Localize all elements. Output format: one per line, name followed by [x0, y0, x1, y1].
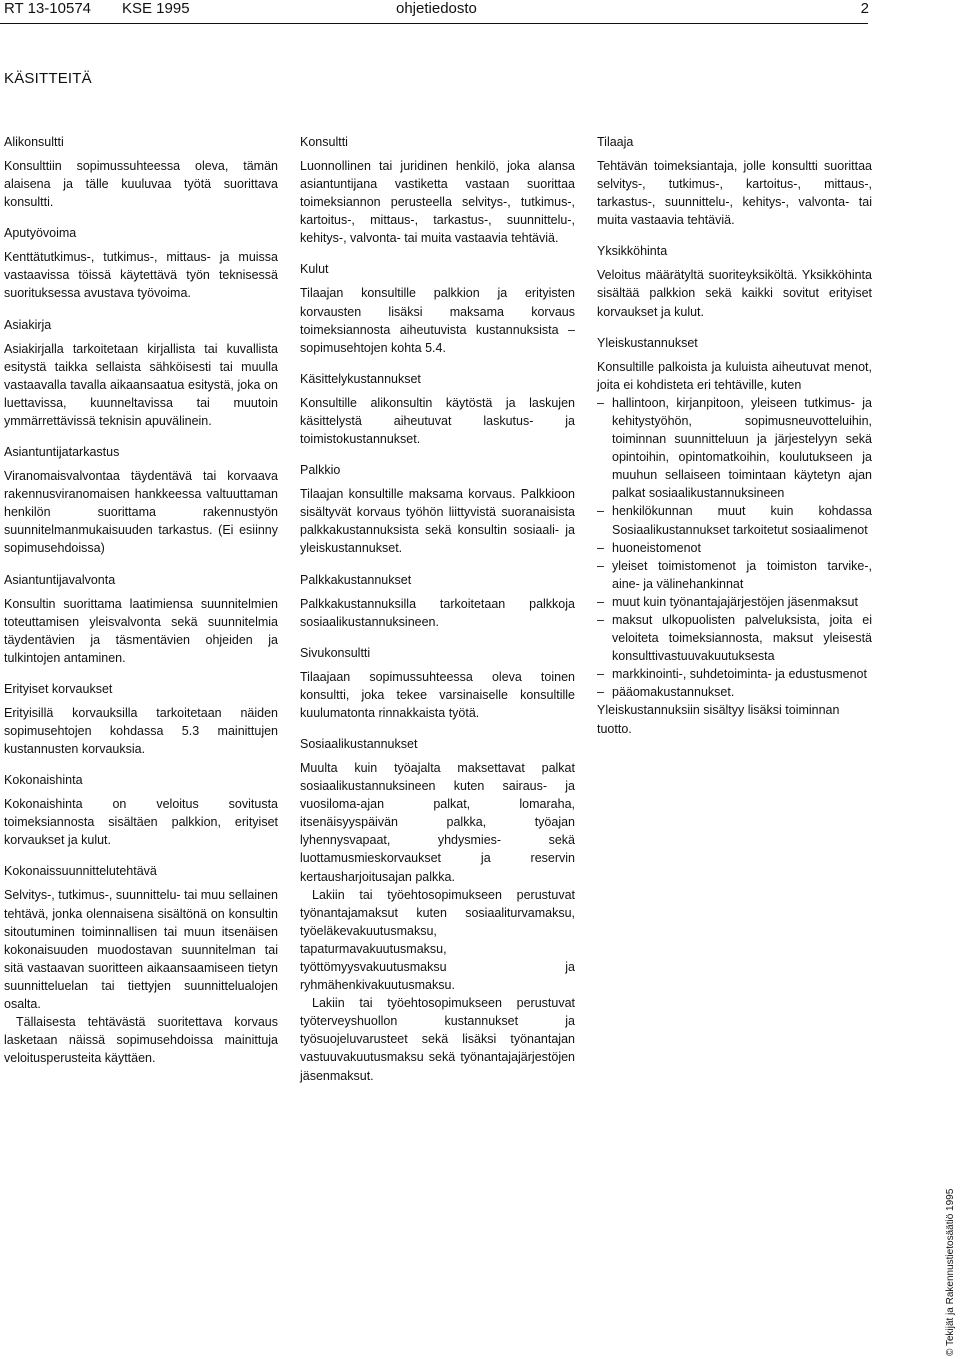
term-definition: Konsulttiin sopimussuhteessa oleva, tämän alaisena ja tälle kuuluvaa työtä suorittava konsultti.	[4, 159, 278, 210]
column-3	[597, 133, 872, 738]
copyright-text: © Tekijät ja Rakennustietosäätiö 1995	[945, 1188, 956, 1356]
term-definition-continued: Lakiin tai työehtosopimukseen perustuvat työnantajamaksut kuten sosiaaliturvamaksu, työeläkevakuutusmaksu, tapaturmavakuutusmaksu, työttömyysvakuutusmaksu ja ryhmähenkivakuutusmaksu.	[300, 887, 575, 993]
term-definition: Tilaajan konsultille maksama korvaus. Palkkioon sisältyvät korvaus työhön liittyvistä suoranaisista palkkakustannuksista sekä konsultin sosiaali- ja yleiskustannukset.	[300, 487, 575, 556]
list-item: – hallintoon, kirjanpitoon, yleiseen tutkimus- ja kehitystyöhön, sopimusneuvotteluihin, toiminnan suunnitteluun ja järjestelyyn sekä opintoihin, opintomatkoihin, koulutukseen ja muuhun sellaiseen toimintaan käytetyn ajan palkat sosiaalikustannuksineen	[597, 395, 872, 501]
term-heading: Konsultti	[300, 135, 348, 149]
term-heading: Asiakirja	[4, 317, 52, 332]
column-1	[4, 133, 278, 1080]
document-code: RT 13-10574	[4, 0, 92, 17]
list-item: – henkilökunnan muut kuin kohdassa Sosiaalikustannukset tarkoitetut sosiaalimenot	[597, 504, 872, 537]
term-definition: Veloitus määrätyltä suoriteyksiköltä. Yksikköhinta sisältää palkkion sekä kaikki sovitut erityiset korvaukset ja kulut.	[597, 268, 872, 319]
list-item: – markkinointi-, suhdetoiminta- ja edustusmenot	[597, 667, 867, 682]
term-heading: Asiantuntijatarkastus	[4, 445, 120, 460]
term-heading: Yleiskustannukset	[597, 335, 698, 350]
term-definition: Tilaajaan sopimussuhteessa oleva toinen konsultti, joka tekee varsinaiselle konsultille kuulumatonta rinnakkaista työtä.	[300, 669, 575, 720]
list-item: – muut kuin työnantajajärjestöjen jäsenmaksut	[597, 594, 858, 609]
term-heading: Yksikköhinta	[597, 244, 668, 259]
list-item: – maksut ulkopuolisten palveluksista, joita ei veloiteta toimeksiannosta, maksut yleisestä konsulttivastuuvakuutuksesta	[597, 612, 872, 664]
term-definition: Luonnollinen tai juridinen henkilö, joka alansa asiantuntijana vastiketta vastaan suorittaa toimeksiannon perusteella selvitys-, tutkimus-, kartoitus-, mittaus-, tarkastus-, suunnittelu-, kehitys-, valvonta- tai muita vastaavia tehtäviä.	[300, 159, 575, 246]
term-heading: Aputyövoima	[4, 226, 77, 241]
term-heading: Palkkakustannukset	[300, 572, 412, 587]
term-definition-continued: Tällaisesta tehtävästä suoritettava korvaus lasketaan näissä sopimusehdoissa mainittuja veloitusperusteita käyttäen.	[4, 1015, 278, 1066]
term-definition: Kokonaishinta on veloitus sovitusta toimeksiannosta sisältäen palkkion, erityiset korvaukset ja kulut.	[4, 797, 278, 848]
term-heading: Erityiset korvaukset	[4, 681, 113, 696]
list-item: – pääomakustannukset.	[597, 685, 735, 700]
term-definition: Selvitys-, tutkimus-, suunnittelu- tai muu sellainen tehtävä, jonka olennaisena sisältönä on konsultin sitoutuminen toiminnallisen tai muun itsenäisen kokonaisuuden muodostavan suunnitelman tai sitä vastaavan suoritteen aikaansaamiseen tietyn suunnitteluelan tai tiettyjen suunnittelualojen osalta.	[4, 888, 278, 1011]
list-item: – yleiset toimistomenot ja toimiston tarvike-, aine- ja välinehankinnat	[597, 558, 872, 591]
header-rule	[0, 23, 868, 24]
term-heading: Asiantuntijavalvonta	[4, 572, 116, 587]
term-definition: Palkkakustannuksilla tarkoitetaan palkkoja sosiaalikustannuksineen.	[300, 596, 575, 629]
term-heading: Palkkio	[300, 463, 341, 478]
page-number: 2	[860, 0, 869, 17]
term-heading: Alikonsultti	[4, 135, 64, 149]
term-definition: Konsultin suorittama laatimiensa suunnitelmien toteuttamisen yleisvalvonta sekä suunnitelmia täydentävien ja täsmentävien ohjeiden ja tulkintojen antaminen.	[4, 596, 278, 665]
copyright-credit	[944, 1188, 960, 1356]
list-item: – huoneistomenot	[597, 540, 701, 555]
term-heading: Kokonaissuunnittelutehtävä	[4, 864, 157, 879]
page-header	[0, 0, 960, 26]
term-definition: Konsultille palkoista ja kuluista aiheutuvat menot, joita ei kohdisteta eri tehtäville, kuten	[597, 359, 872, 392]
term-heading: Tilaaja	[597, 135, 634, 149]
term-definition: Muulta kuin työajalta maksettavat palkat sosiaalikustannuksineen kuten sairaus- ja vuosiloma-ajan palkat, lomaraha, itsenäisyyspäivän palkka, työajan lyhennysvapaat, yhdysmies- sekä luottamusmieskorvaukset ja reservin kertausharjoitusajan palkka.	[300, 760, 575, 884]
term-heading: Kulut	[300, 262, 329, 277]
term-definition: Tilaajan konsultille palkkion ja erityisten korvausten lisäksi maksama korvaus toimeksiannosta aiheutuvista kustannuksista – sopimusehtojen kohta 5.4.	[300, 286, 575, 355]
term-heading: Käsittelykustannukset	[300, 371, 421, 386]
term-heading: Kokonaishinta	[4, 773, 83, 788]
term-definition-continued: Lakiin tai työehtosopimukseen perustuvat työterveyshuollon kustannukset ja työsuojeluvarusteet sekä lisäksi työnantajan vastuuvakuutusmaksu sekä työnantajajärjestöjen jäsenmaksut.	[300, 996, 575, 1083]
term-heading: Sosiaalikustannukset	[300, 736, 418, 751]
term-definition: Kenttätutkimus-, tutkimus-, mittaus- ja muissa vastaavissa töissä käytettävä työn teknisessä suorituksessa avustava työvoima.	[4, 250, 278, 301]
term-definition: Asiakirjalla tarkoitetaan kirjallista tai kuvallista esitystä taikka sellaista sähköisesti tai muulla vastaavalla tavalla aikaansaatua esitystä, joka on luettavissa, kuunneltavissa tai muutoin ymmärrettävissä teknisin apuvälinein.	[4, 341, 278, 428]
overhead-note: Yleiskustannuksiin sisältyy lisäksi toiminnan tuotto.	[597, 703, 840, 736]
document-type: ohjetiedosto	[396, 0, 477, 17]
classification-code: KSE 1995	[122, 0, 190, 17]
section-title: KÄSITTEITÄ	[4, 70, 92, 87]
term-definition: Tehtävän toimeksiantaja, jolle konsultti suorittaa selvitys-, tutkimus-, kartoitus-, mittaus-, tarkastus-, suunnittelu-, kehitys-, valvonta- tai muita vastaavia tehtäviä.	[597, 159, 872, 228]
column-2	[300, 133, 575, 1098]
term-heading: Sivukonsultti	[300, 645, 371, 660]
term-definition: Erityisillä korvauksilla tarkoitetaan näiden sopimusehtojen kohdassa 5.3 mainittujen kustannusten korvauksia.	[4, 705, 278, 757]
overhead-cost-list	[597, 394, 872, 702]
term-definition: Konsultille alikonsultin käytöstä ja laskujen käsittelystä aiheutuvat laskutus- ja toimistokustannukset.	[300, 395, 575, 447]
term-definition: Viranomaisvalvontaa täydentävä tai korvaava rakennusviranomaisen hankkeessa valtuuttaman henkilön suorittama rakennustyön suunnitelmanmukaisuuden tarkastus. (Ei esiinny sopimusehdoissa)	[4, 469, 278, 556]
